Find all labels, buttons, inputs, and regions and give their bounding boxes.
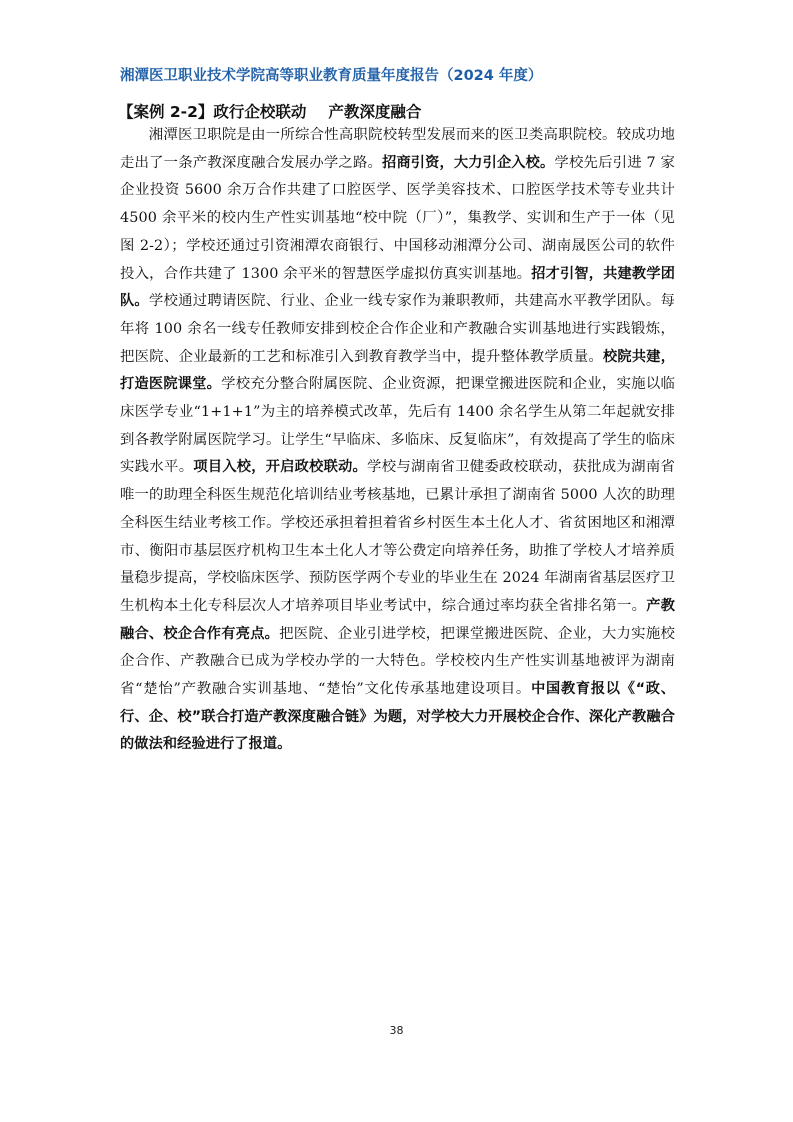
highlight-media-report: 中国教育报以《“政、行、企、校”联合打造产教深度融合链》为题，对学校大力开展校企合作、深化产教融合的做法和经验进行了报道。: [120, 681, 675, 753]
highlight-investment: 招商引资，大力引企入校。: [382, 154, 555, 171]
case-title-part2: 产教深度融合: [328, 103, 422, 121]
sentence-investment: 学校先后引进 7 家企业投资 5600 余万合作共建了口腔医学、医学美容技术、口腔医学技术等专业共计 4500 余平米的校内生产性实训基地“校中院（厂）”，集教学、实训和生产于一体（见图 2-2）；学校还通过引资湘潭农商银行、中国移动湘潭分公司、湖南晟医公司的软件投入，合作共建了 1300 余平米的智慧医学虚拟仿真实训基地。: [120, 154, 675, 282]
highlight-project: 项目入校，开启政校联动。: [193, 459, 368, 476]
highlight-integration: 产教融合、校企合作有亮点。: [120, 597, 676, 642]
report-header-title: 湘潭医卫职业技术学院高等职业教育质量年度报告（2024 年度）: [120, 68, 543, 84]
page-number: 38: [389, 1024, 404, 1037]
sentence-project: 学校与湖南省卫健委政校联动，获批成为湖南省唯一的助理全科医生规范化培训结业考核基地，已累计承担了湖南省 5000 人次的助理全科医生结业考核工作。学校还承担着担着省乡村医生本土化人才、省贫困地区和湘潭市、衡阳市基层医疗机构卫生本土化人才等公费定向培养任务，助推了学校人才培养质量稳步提高，学校临床医学、预防医学两个专业的毕业生在 2024 年湖南省基层医疗卫生机构本土化专科层次人才培养项目毕业考试中，综合通过率均获全省排名第一。: [120, 459, 675, 614]
sentence-hospital-classroom: 学校充分整合附属医院、企业资源，把课堂搬进医院和企业，实施以临床医学专业“1+1+1”为主的培养模式改革，先后有 1400 余名学生从第二年起就安排到各教学附属医院学习。让学生“早临床、多临床、反复临床”，有效提高了学生的临床实践水平。: [120, 376, 675, 476]
highlight-talent: 招才引智，共建教学团队。: [120, 265, 675, 310]
sentence-intro: 湘潭医卫职院是由一所综合性高职院校转型发展而来的医卫类高职院校。较成功地走出了一条产教深度融合发展办学之路。: [120, 127, 675, 171]
case-body-paragraph: [120, 122, 675, 759]
case-heading: [118, 101, 421, 123]
sentence-integration: 把医院、企业引进学校，把课堂搬进医院、企业，大力实施校企合作、产教融合已成为学校办学的一大特色。学校校内生产性实训基地被评为湖南省“楚怡”产教融合实训基地、“楚怡”文化传承基地建设项目。: [120, 625, 675, 698]
case-label: 【案例 2-2】: [118, 103, 214, 121]
case-title-part1: 政行企校联动: [213, 103, 307, 121]
highlight-hospital-classroom: 校院共建，打造医院课堂。: [120, 348, 675, 393]
sentence-talent: 学校通过聘请医院、行业、企业一线专家作为兼职教师，共建高水平教学团队。每年将 100 余名一线专任教师安排到校企合作企业和产教融合实训基地进行实践锻炼，把医院、企业最新的工艺和标准引入到教育教学当中，提升整体教学质量。: [120, 293, 676, 365]
